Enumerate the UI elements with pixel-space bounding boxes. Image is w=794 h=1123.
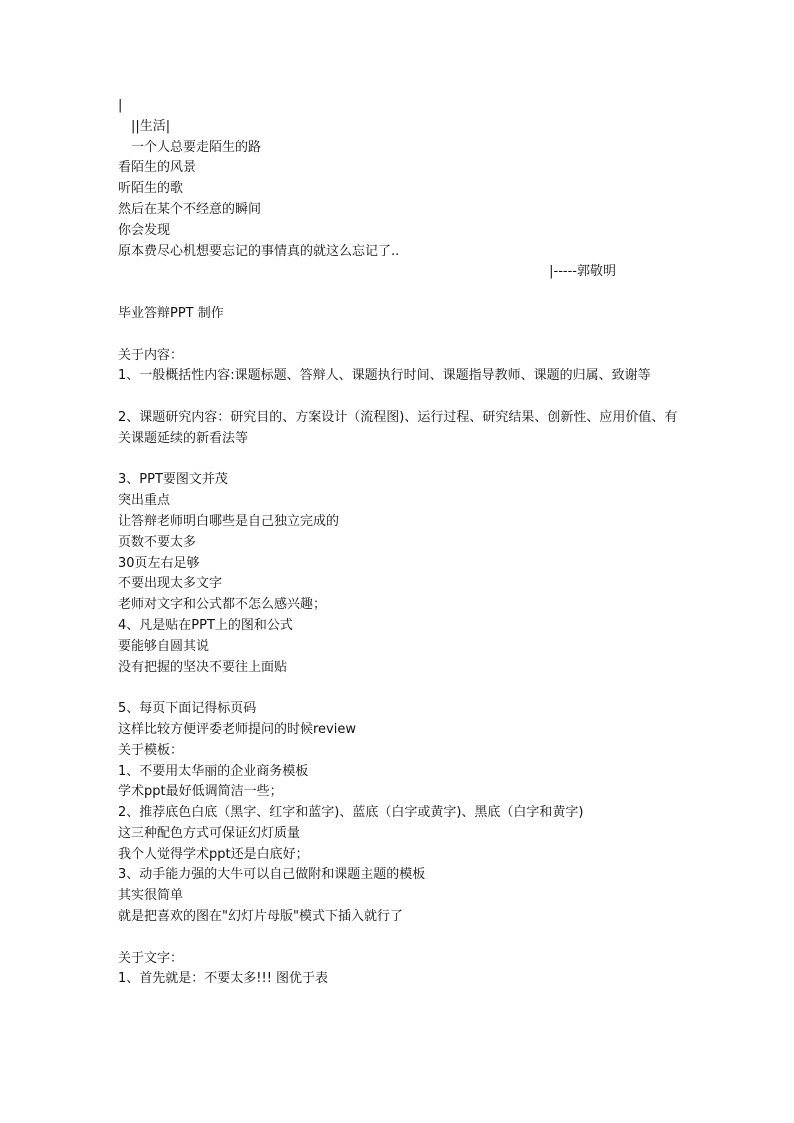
- poem-line: 然后在某个不经意的瞬间: [118, 201, 262, 217]
- poem-line: 听陌生的歌: [118, 181, 184, 197]
- poem-line: 一个人总要走陌生的路: [131, 139, 262, 155]
- content-line: 让答辩老师明白哪些是自己独立完成的: [118, 513, 340, 529]
- section-title-content: 关于内容：: [118, 347, 184, 363]
- poem-title: ||生活|: [131, 118, 171, 134]
- content-line: 这样比较方便评委老师提问的时候review: [118, 721, 356, 737]
- content-line: 30页左右足够: [118, 555, 200, 571]
- section-title-text: 关于文字：: [118, 950, 184, 966]
- content-line: 不要出现太多文字: [118, 576, 223, 592]
- content-item-3: 3、PPT要图文并茂: [118, 472, 228, 488]
- poem-line: 你会发现: [118, 222, 171, 238]
- text-item-1: 1、首先就是：不要太多!!! 图优于表: [118, 971, 329, 987]
- template-line: 就是把喜欢的图在"幻灯片母版"模式下插入就行了: [118, 909, 403, 925]
- content-line: 要能够自圆其说: [118, 638, 210, 654]
- content-item-1: 1、一般概括性内容:课题标题、答辩人、课题执行时间、课题指导教师、课题的归属、致谢等: [118, 368, 651, 384]
- content-line: 没有把握的坚决不要往上面贴: [118, 659, 288, 675]
- poem-line: 原本费尽心机想要忘记的事情真的就这么忘记了..: [118, 243, 400, 259]
- section-title-template: 关于模板：: [118, 742, 184, 758]
- content-line: 老师对文字和公式都不怎么感兴趣；: [118, 597, 327, 613]
- blank-line: [118, 928, 678, 949]
- blank-line: [118, 283, 678, 304]
- document-heading: 毕业答辩PPT 制作: [118, 305, 224, 321]
- template-item-2: 2、推荐底色白底（黑字、红字和蓝字)、蓝底（白字或黄字)、黑底（白字和黄字): [118, 805, 584, 821]
- template-line: 这三种配色方式可保证幻灯质量: [118, 825, 301, 841]
- poem-signature: |-----郭敬明: [549, 264, 616, 280]
- content-item-5: 5、每页下面记得标页码: [118, 701, 257, 717]
- template-item-1: 1、不要用太华丽的企业商务模板: [118, 763, 309, 779]
- content-item-2: 2、课题研究内容：研究目的、方案设计（流程图)、运行过程、研究结果、创新性、应用价值、有关课题延续的新看法等: [118, 409, 678, 446]
- content-item-4: 4、凡是贴在PPT上的图和公式: [118, 617, 293, 633]
- document-body: [118, 96, 678, 990]
- text-cursor: |: [118, 98, 123, 113]
- blank-line: [118, 387, 678, 408]
- template-line: 学术ppt最好低调简洁一些；: [118, 784, 283, 800]
- blank-line: [118, 450, 678, 471]
- blank-line: [118, 678, 678, 699]
- template-line: 其实很简单: [118, 888, 184, 904]
- poem-line: 看陌生的风景: [118, 160, 197, 176]
- blank-line: [118, 325, 678, 346]
- content-line: 页数不要太多: [118, 534, 197, 550]
- content-line: 突出重点: [118, 493, 171, 509]
- template-item-3: 3、动手能力强的大牛可以自己做附和课题主题的模板: [118, 867, 426, 883]
- template-line: 我个人觉得学术ppt还是白底好；: [118, 846, 309, 862]
